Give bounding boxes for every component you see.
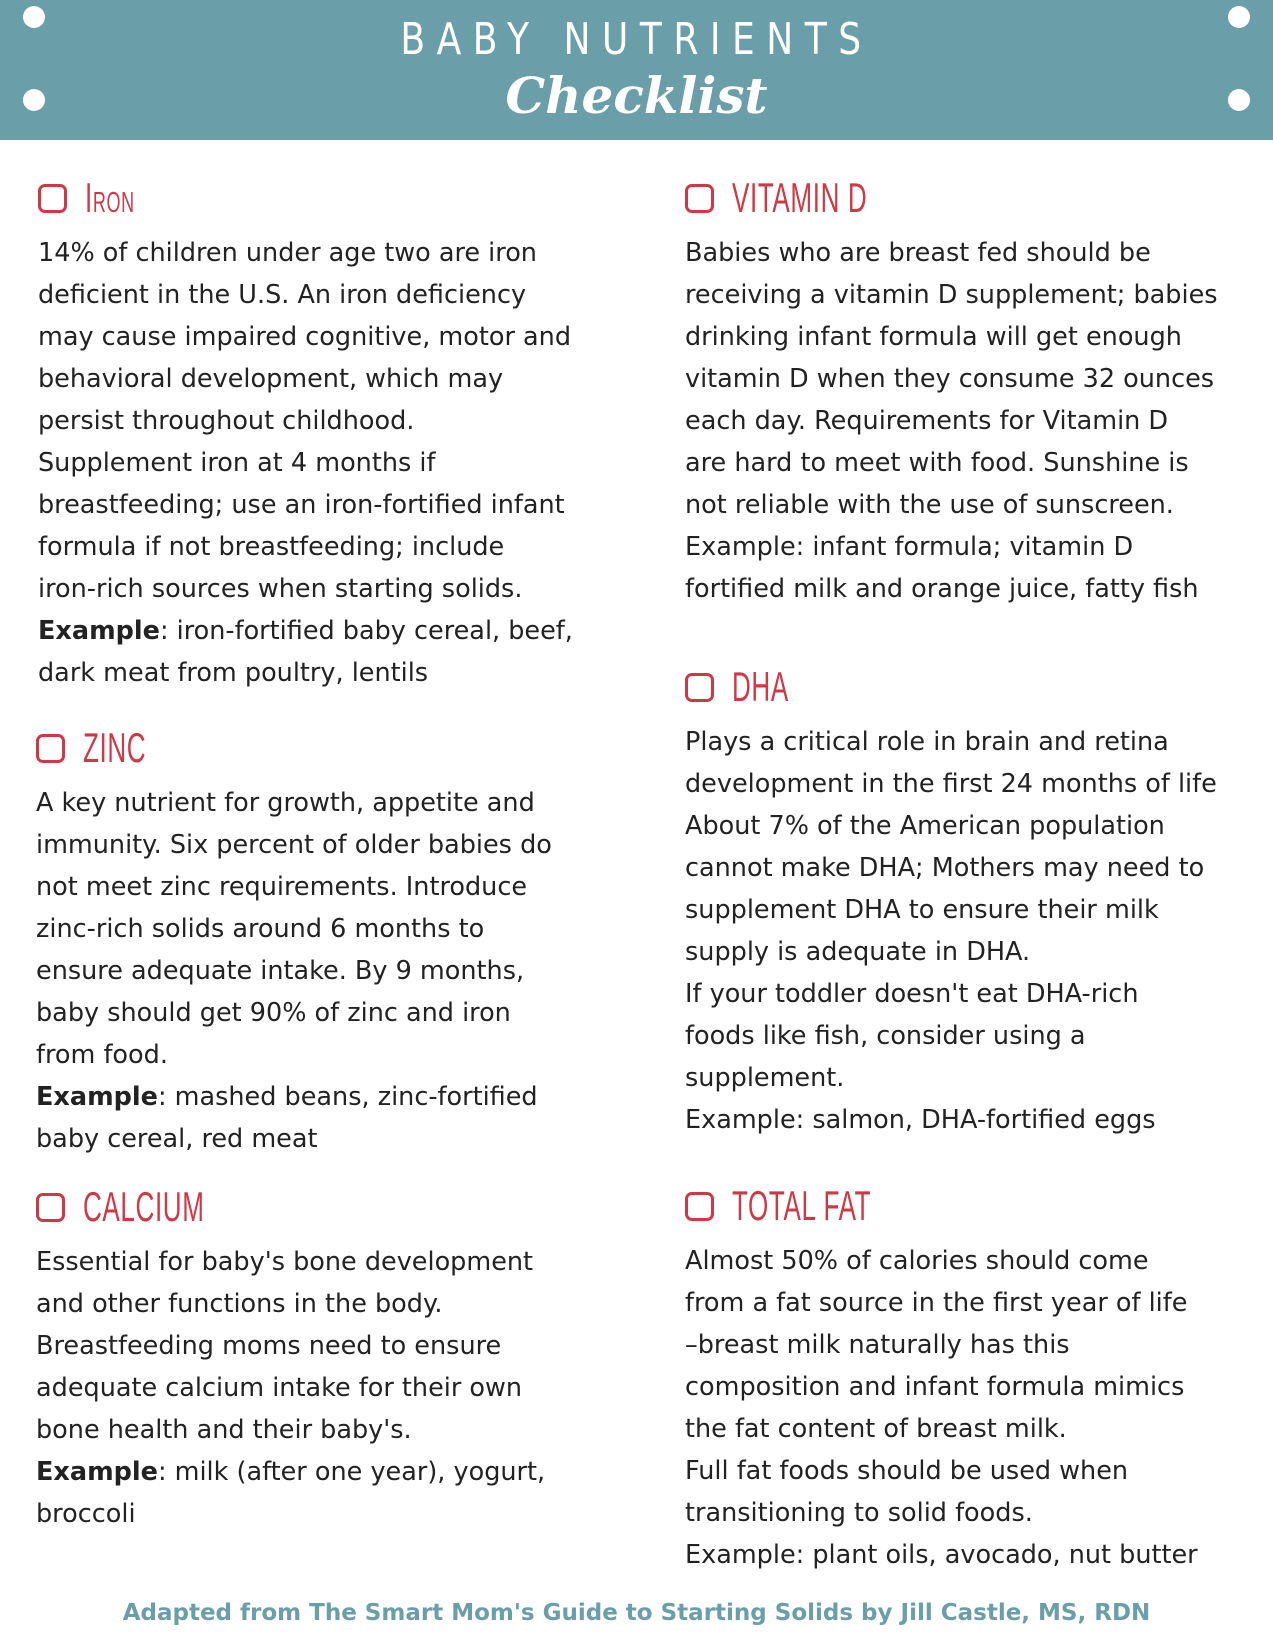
section-title: TOTAL FAT — [732, 1182, 872, 1229]
example-label: Example — [36, 1457, 158, 1487]
body-line: ensure adequate intake. By 9 months, — [36, 956, 525, 986]
section-title: ZINC — [83, 724, 147, 771]
example-line — [36, 1076, 636, 1118]
body-line: zinc-rich solids around 6 months to — [36, 914, 485, 944]
body-line: Supplement iron at 4 months if — [38, 448, 436, 478]
section-dha — [685, 661, 1265, 1141]
footer-credit: Adapted from The Smart Mom's Guide to Starting Solids by Jill Castle, MS, RDN — [122, 1600, 1151, 1626]
body-line: Essential for baby's bone development — [36, 1247, 534, 1277]
section-title: CALCIUM — [83, 1183, 205, 1230]
body-line: development in the first 24 months of life — [685, 769, 1217, 799]
body-line: baby should get 90% of zinc and iron — [36, 998, 511, 1028]
body-line: About 7% of the American population — [685, 811, 1165, 841]
example-text: : iron-fortified baby cereal, beef, — [159, 616, 573, 646]
body-line: from a fat source in the first year of life — [685, 1288, 1188, 1318]
iron-checkbox[interactable] — [38, 184, 67, 213]
section-body — [36, 782, 636, 1160]
body-line: iron-rich sources when starting solids. — [38, 574, 523, 604]
body-line: If your toddler doesn't eat DHA-rich — [685, 979, 1139, 1009]
body-line: Plays a critical role in brain and retina — [685, 727, 1169, 757]
body-line: bone health and their baby's. — [36, 1415, 412, 1445]
body-line: supply is adequate in DHA. — [685, 937, 1031, 967]
section-calcium — [36, 1181, 636, 1535]
body-line: Babies who are breast fed should be — [685, 238, 1151, 268]
section-title: VITAMIN D — [732, 174, 868, 221]
body-line: –breast milk naturally has this — [685, 1330, 1070, 1360]
body-line: Full fat foods should be used when — [685, 1456, 1129, 1486]
section-title: Iron — [85, 174, 135, 221]
body-line: Almost 50% of calories should come — [685, 1246, 1149, 1276]
section-iron — [38, 172, 638, 694]
body-line: fortified milk and orange juice, fatty fish — [685, 574, 1199, 604]
example-line — [38, 610, 638, 652]
vitamin-d-checkbox[interactable] — [685, 184, 714, 213]
section-total-fat — [685, 1180, 1265, 1576]
body-line: receiving a vitamin D supplement; babies — [685, 280, 1218, 310]
decorative-dot-icon — [23, 6, 45, 28]
body-line: Example: plant oils, avocado, nut butter — [685, 1540, 1198, 1570]
body-line: transitioning to solid foods. — [685, 1498, 1033, 1528]
body-line: vitamin D when they consume 32 ounces — [685, 364, 1215, 394]
body-line: cannot make DHA; Mothers may need to — [685, 853, 1205, 883]
example-text: : mashed beans, zinc-fortified — [157, 1082, 538, 1112]
body-line: composition and infant formula mimics — [685, 1372, 1185, 1402]
body-line: supplement DHA to ensure their milk — [685, 895, 1159, 925]
decorative-dot-icon — [1228, 6, 1250, 28]
body-line: formula if not breastfeeding; include — [38, 532, 505, 562]
header-banner — [0, 0, 1273, 140]
body-line: Example: infant formula; vitamin D — [685, 532, 1134, 562]
example-line — [36, 1451, 636, 1493]
example-line: baby cereal, red meat — [36, 1124, 318, 1154]
section-body — [38, 232, 638, 694]
body-line: breastfeeding; use an iron-fortified infant — [38, 490, 565, 520]
body-line: deficient in the U.S. An iron deficiency — [38, 280, 527, 310]
body-line: 14% of children under age two are iron — [38, 238, 537, 268]
body-line: Breastfeeding moms need to ensure — [36, 1331, 502, 1361]
body-line: supplement. — [685, 1063, 845, 1093]
example-line: broccoli — [36, 1499, 136, 1529]
body-line: from food. — [36, 1040, 168, 1070]
section-body — [685, 232, 1265, 610]
section-zinc — [36, 722, 636, 1160]
body-line: foods like fish, consider using a — [685, 1021, 1086, 1051]
section-body — [685, 721, 1265, 1141]
example-text: : milk (after one year), yogurt, — [157, 1457, 546, 1487]
section-vitamin-d — [685, 172, 1265, 610]
body-line: the fat content of breast milk. — [685, 1414, 1067, 1444]
body-line: Example: salmon, DHA-fortified eggs — [685, 1105, 1156, 1135]
body-line: A key nutrient for growth, appetite and — [36, 788, 535, 818]
page-subtitle: Checklist — [505, 66, 768, 125]
body-line: not reliable with the use of sunscreen. — [685, 490, 1174, 520]
body-line: persist throughout childhood. — [38, 406, 415, 436]
section-body — [685, 1240, 1265, 1576]
body-line: may cause impaired cognitive, motor and — [38, 322, 572, 352]
example-label: Example — [38, 616, 160, 646]
body-line: drinking infant formula will get enough — [685, 322, 1182, 352]
example-line: dark meat from poultry, lentils — [38, 658, 429, 688]
calcium-checkbox[interactable] — [36, 1193, 65, 1222]
page-title: BABY NUTRIENTS — [400, 14, 873, 65]
example-label: Example — [36, 1082, 158, 1112]
body-line: immunity. Six percent of older babies do — [36, 830, 552, 860]
zinc-checkbox[interactable] — [36, 734, 65, 763]
body-line: are hard to meet with food. Sunshine is — [685, 448, 1189, 478]
dha-checkbox[interactable] — [685, 673, 714, 702]
section-title: DHA — [732, 663, 789, 710]
body-line: behavioral development, which may — [38, 364, 504, 394]
body-line: and other functions in the body. — [36, 1289, 443, 1319]
body-line: each day. Requirements for Vitamin D — [685, 406, 1169, 436]
total-fat-checkbox[interactable] — [685, 1192, 714, 1221]
body-line: not meet zinc requirements. Introduce — [36, 872, 528, 902]
section-body — [36, 1241, 636, 1535]
body-line: adequate calcium intake for their own — [36, 1373, 523, 1403]
